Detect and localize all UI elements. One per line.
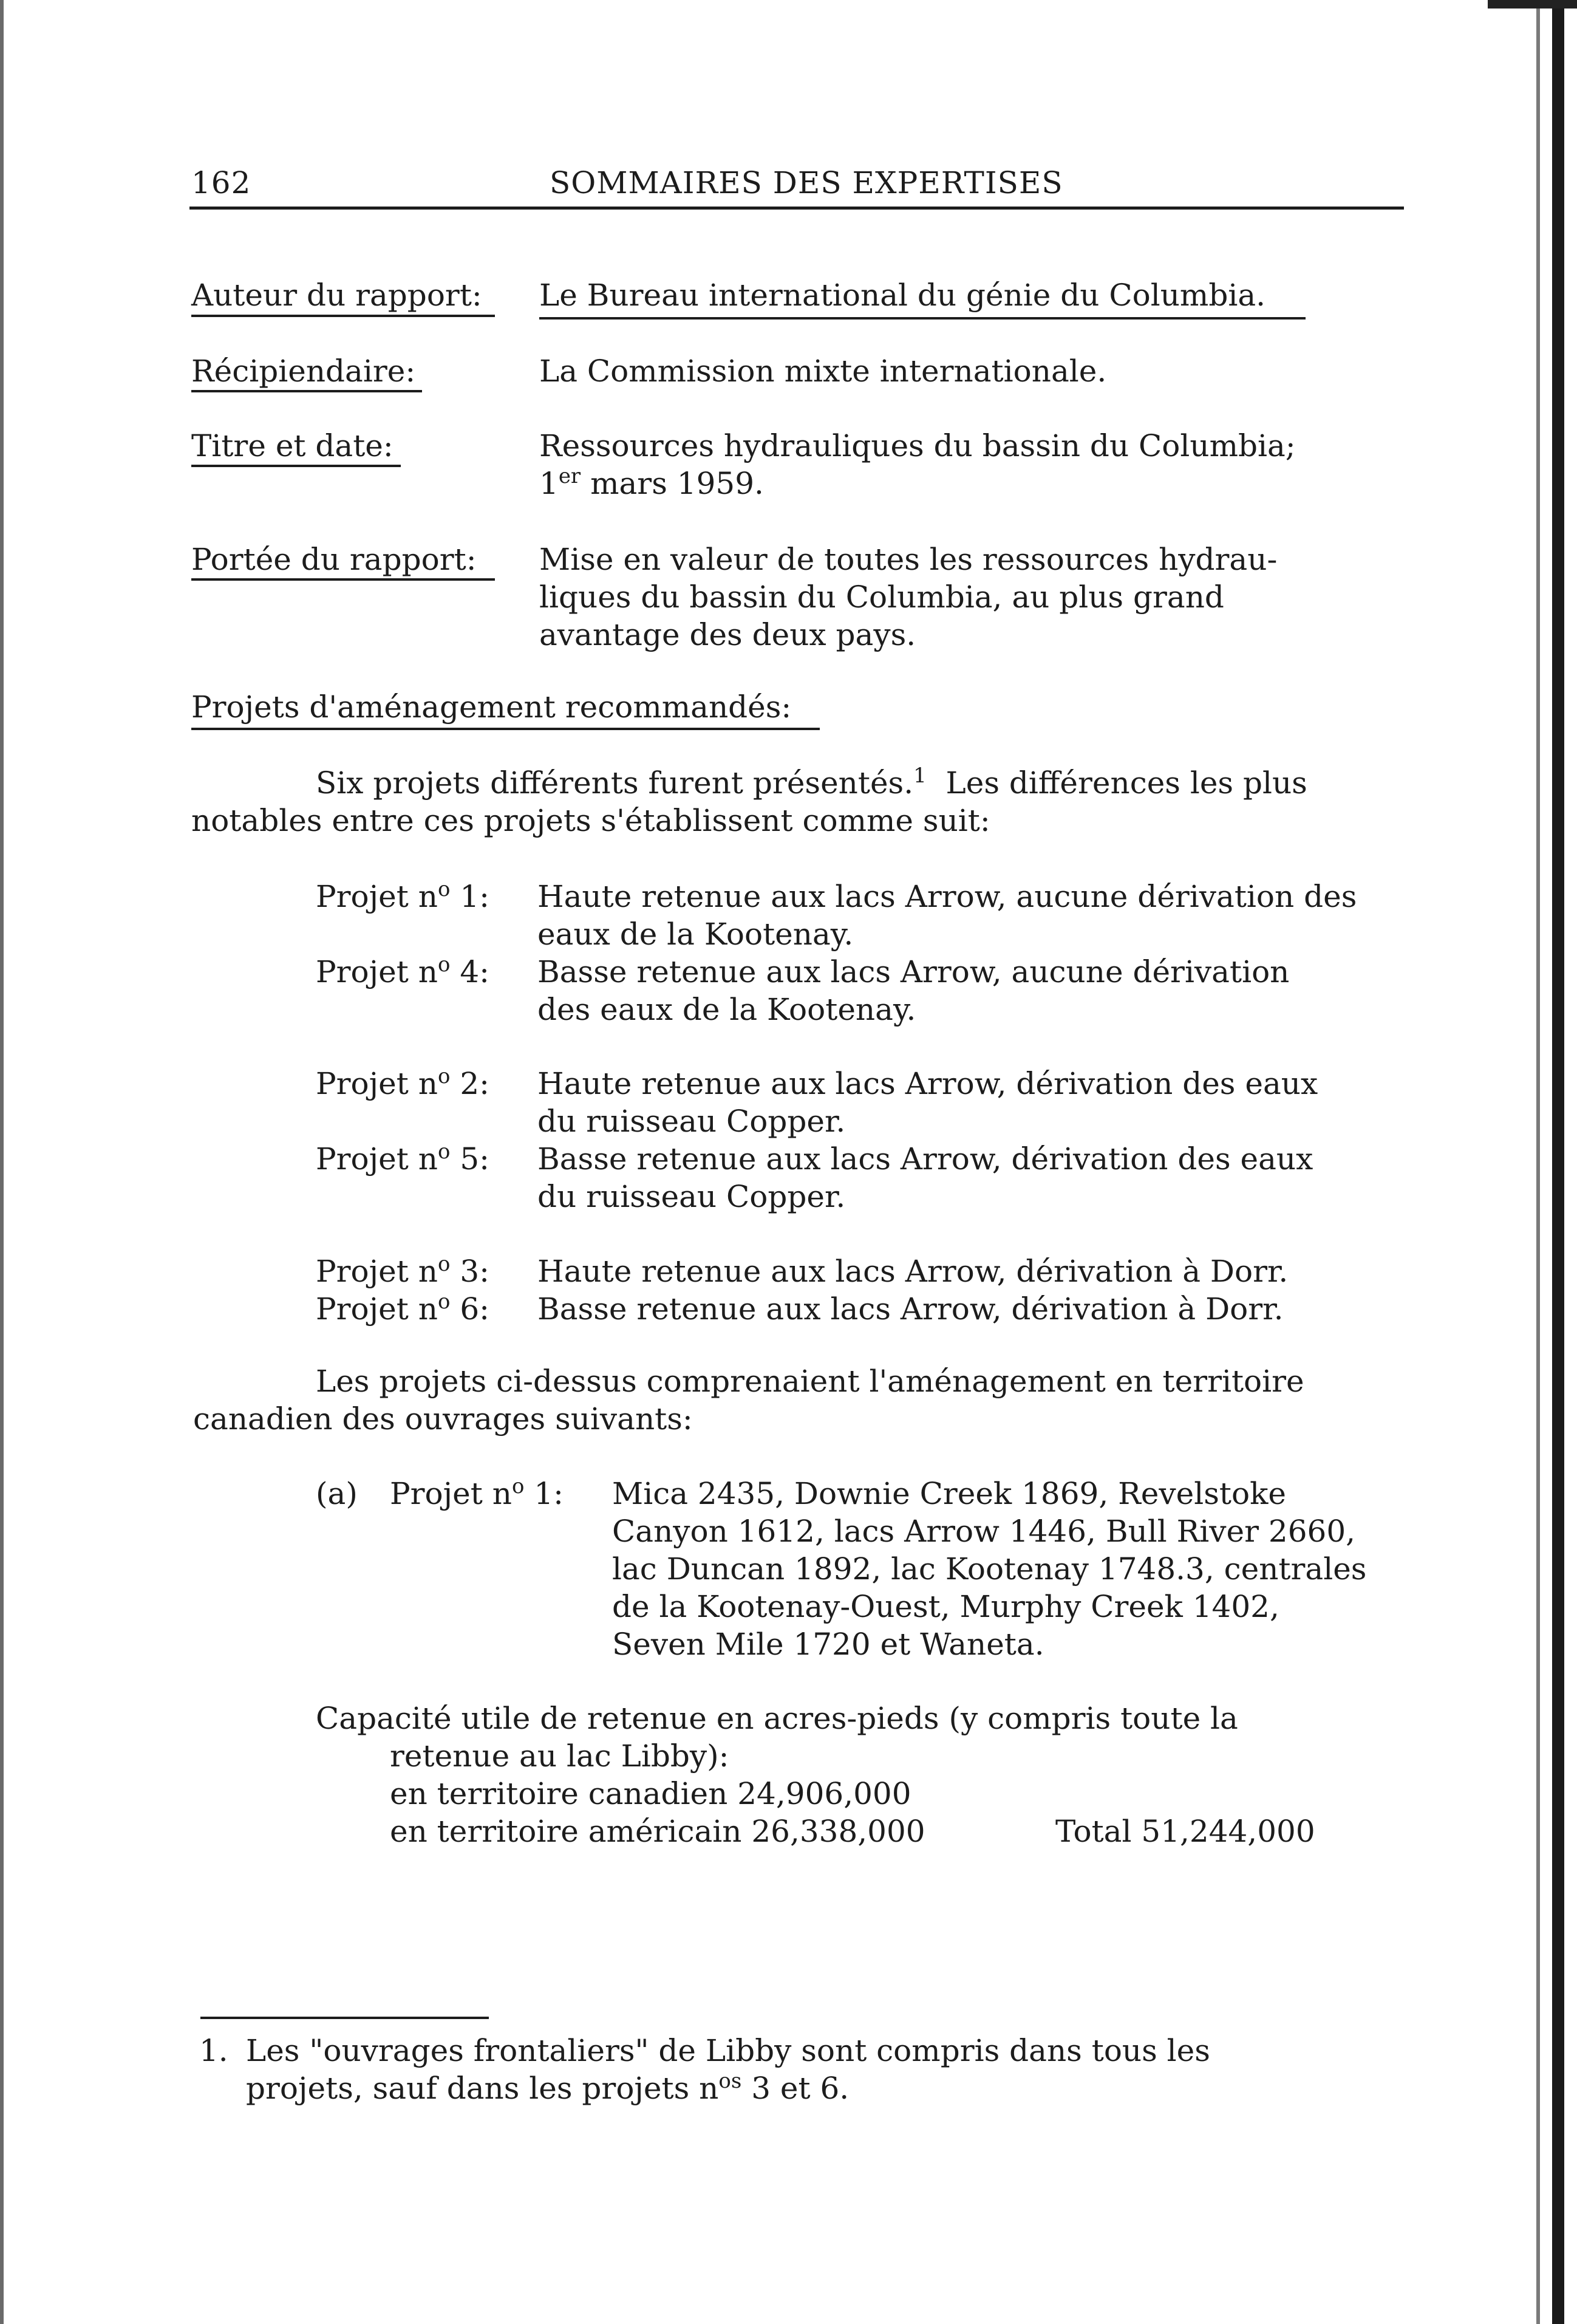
project-description: Basse retenue aux lacs Arrow, dérivation des eaux — [537, 1141, 1313, 1177]
footnote-line2: projets, sauf dans les projets $n^{os}$ 3 et 6. — [246, 2069, 850, 2106]
scope-value-line2: liques du bassin du Columbia, au plus grand — [539, 579, 1224, 615]
scope-value-line3: avantage des deux pays. — [539, 617, 916, 652]
project-description: du ruisseau Copper. — [537, 1104, 846, 1139]
works-item-marker: (a) — [316, 1476, 358, 1511]
project-description: du ruisseau Copper. — [537, 1179, 846, 1214]
page-corner-shadow — [1488, 0, 1577, 9]
title-label-underline — [191, 465, 401, 467]
title-value-line1: Ressources hydrauliques du bassin du Columbia; — [539, 428, 1296, 463]
works-item-line: Mica 2435, Downie Creek 1869, Revelstoke — [612, 1476, 1286, 1511]
running-title: SOMMAIRES DES EXPERTISES — [550, 165, 1063, 200]
title-value-line2: 1er mars 1959. — [539, 464, 764, 501]
author-label: Auteur du rapport: — [191, 278, 482, 313]
capacity-canadian: en territoire canadien 24,906,000 — [390, 1776, 911, 1811]
works-intro-line2: canadien des ouvrages suivants: — [193, 1401, 693, 1437]
capacity-total: Total 51,244,000 — [1055, 1814, 1315, 1849]
footnote-rule — [200, 2017, 489, 2019]
intro-line2: notables entre ces projets s'établissent comme suit: — [191, 803, 990, 838]
works-item-label: Projet $n^o$ 1: — [390, 1474, 564, 1511]
project-description: Haute retenue aux lacs Arrow, dérivation des eaux — [537, 1066, 1318, 1101]
project-description: eaux de la Kootenay. — [537, 917, 854, 952]
author-label-underline — [191, 315, 495, 317]
works-item-line: lac Duncan 1892, lac Kootenay 1748.3, centrales — [612, 1551, 1367, 1587]
works-item-line: de la Kootenay-Ouest, Murphy Creek 1402, — [612, 1589, 1279, 1624]
recipient-label: Récipiendaire: — [191, 354, 416, 389]
section-heading: Projets d'aménagement recommandés: — [191, 689, 792, 725]
scope-label: Portée du rapport: — [191, 542, 477, 577]
footnote-marker: 1. — [199, 2033, 228, 2068]
project-label: Projet $n^o$ 3: — [316, 1252, 489, 1289]
footnote-reference: 1 — [913, 764, 927, 788]
page-left-edge — [0, 0, 4, 2324]
header-rule — [189, 207, 1404, 210]
project-label: Projet $n^o$ 1: — [316, 877, 489, 914]
project-description: Basse retenue aux lacs Arrow, dérivation à Dorr. — [537, 1291, 1284, 1327]
works-intro-line1: Les projets ci-dessus comprenaient l'aménagement en territoire — [316, 1364, 1304, 1399]
project-description: Haute retenue aux lacs Arrow, dérivation à Dorr. — [537, 1254, 1289, 1289]
project-description: des eaux de la Kootenay. — [537, 992, 916, 1027]
works-item-line: Canyon 1612, lacs Arrow 1446, Bull River 2660, — [612, 1514, 1356, 1549]
title-label: Titre et date: — [191, 428, 393, 463]
works-item-line: Seven Mile 1720 et Waneta. — [612, 1627, 1044, 1662]
capacity-line1: Capacité utile de retenue en acres-pieds (y compris toute la — [316, 1701, 1238, 1736]
project-label: Projet $n^o$ 4: — [316, 952, 489, 989]
page-binding-shadow — [1536, 0, 1540, 2324]
author-value-underline — [539, 317, 1306, 320]
capacity-line2: retenue au lac Libby): — [390, 1738, 729, 1774]
project-label: Projet $n^o$ 6: — [316, 1290, 489, 1327]
project-description: Basse retenue aux lacs Arrow, aucune dérivation — [537, 954, 1290, 989]
recipient-label-underline — [191, 390, 422, 392]
footnote-line1: Les "ouvrages frontaliers" de Libby sont compris dans tous les — [246, 2033, 1210, 2068]
project-label: Projet $n^o$ 2: — [316, 1064, 489, 1101]
scope-label-underline — [191, 578, 495, 581]
capacity-american: en territoire américain 26,338,000 — [390, 1814, 925, 1849]
page-right-edge — [1552, 0, 1564, 2324]
recipient-value: La Commission mixte internationale. — [539, 354, 1107, 389]
scope-value-line1: Mise en valeur de toutes les ressources hydrau- — [539, 542, 1278, 577]
project-label: Projet $n^o$ 5: — [316, 1140, 489, 1177]
page-number: 162 — [191, 165, 251, 200]
project-description: Haute retenue aux lacs Arrow, aucune dérivation des — [537, 879, 1357, 914]
author-value: Le Bureau international du génie du Columbia. — [539, 278, 1266, 313]
intro-line1: Six projets différents furent présentés.$^1$ Les différences les plus — [316, 764, 1307, 801]
section-heading-underline — [191, 728, 820, 730]
